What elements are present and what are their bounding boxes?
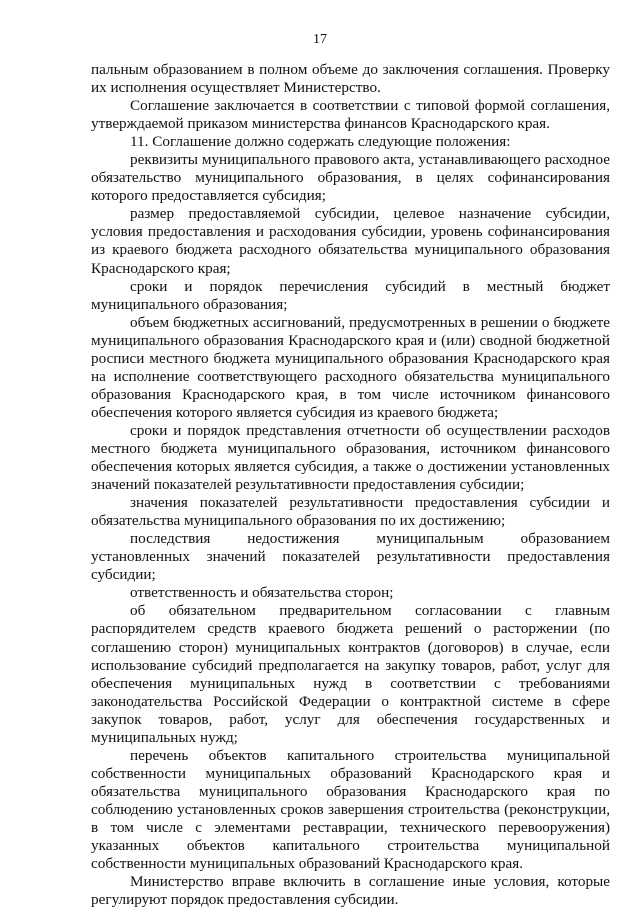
list-item-indicator-values: значения показателей результативности предоставления субсидии и обязательства муниципального образования по их достижению; (91, 494, 610, 530)
document-body (91, 61, 610, 909)
page-number: 17 (313, 32, 327, 47)
list-item-construction-objects: перечень объектов капитального строительства муниципальной собственности муниципальных образований Краснодарского края и обязательства муниципального образования Краснодарского края по соблюдению установленных сроков завершения строительства (реконструкции, в том числе с элементами реставрации, технического перевооружения) указанных объектов капитального строительства муниципальной собственности муниципальных образований Краснодарского края. (91, 746, 610, 873)
list-item-budget-allocations: объем бюджетных ассигнований, предусмотренных в решении о бюджете муниципального образования Краснодарского края и (или) сводной бюджетной росписи местного бюджета муниципального образования Краснодарского края на исполнение соответствующего расходного обязательства муниципального образования Краснодарского края, в том числе источником финансового обеспечения которого является субсидия из краевого бюджета; (91, 313, 610, 421)
list-item-subsidy-amount: размер предоставляемой субсидии, целевое назначение субсидии, условия предоставления и расходования субсидии, уровень софинансирования из краевого бюджета расходного обязательства муниципального образования Краснодарского края; (91, 205, 610, 277)
paragraph-other-conditions: Министерство вправе включить в соглашение иные условия, которые регулируют порядок предоставления субсидии. (91, 873, 610, 909)
list-item-contract-termination-approval: об обязательном предварительном согласовании с главным распорядителем средств краевого бюджета решений о расторжении (по соглашению сторон) муниципальных контрактов (договоров) в случае, если использование субсидий предполагается на закупку товаров, работ, услуг для обеспечения муниципальных нужд в соответствии с требованиями законодательства Российской Федерации о контрактной системе в сфере закупок товаров, работ, услуг для обеспечения государственных и муниципальных нужд; (91, 602, 610, 746)
list-item-responsibility: ответственность и обязательства сторон; (130, 584, 394, 602)
paragraph-clause-11: 11. Соглашение должно содержать следующие положения: (130, 133, 511, 151)
list-item-transfer-terms: сроки и порядок перечисления субсидий в местный бюджет муниципального образования; (91, 277, 610, 313)
list-item-reporting-terms: сроки и порядок представления отчетности об осуществлении расходов местного бюджета муниципального образования, источником финансового обеспечения которых является субсидия, а также о достижении установленных значений показателей результативности предоставления субсидии; (91, 421, 610, 494)
paragraph-continuation: пальным образованием в полном объеме до заключения соглашения. Проверку их исполнения осуществляет Министерство. (91, 61, 610, 97)
list-item-legal-act-details: реквизиты муниципального правового акта, устанавливающего расходное обязательство муниципального образования, в целях софинансирования которого предоставляется субсидия; (91, 151, 610, 205)
list-item-non-achievement-consequences: последствия недостижения муниципальным образованием установленных значений показателей результативности предоставления субсидии; (91, 530, 610, 584)
paragraph-agreement-form: Соглашение заключается в соответствии с типовой формой соглашения, утверждаемой приказом министерства финансов Краснодарского края. (91, 97, 610, 133)
